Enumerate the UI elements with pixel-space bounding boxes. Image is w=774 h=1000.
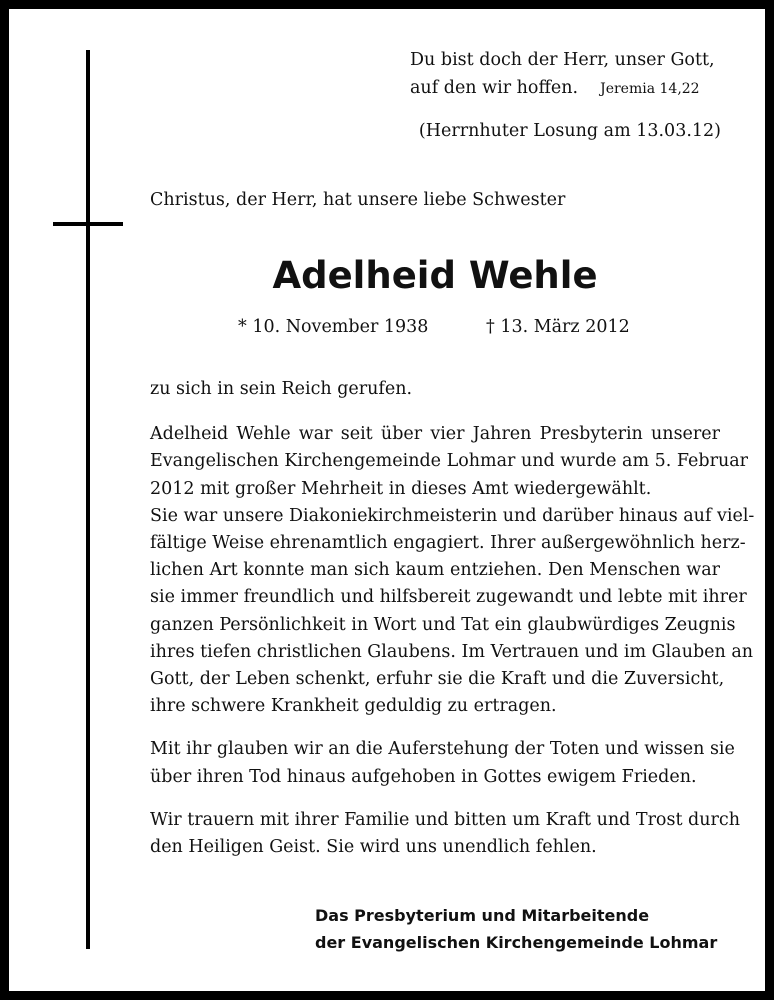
text-line: Gott, der Leben schenkt, erfuhr sie die Kraft und die Zuversicht, xyxy=(150,669,725,690)
bible-verse xyxy=(410,46,720,103)
text-line: fältige Weise ehrenamtlich engagiert. Ihrer außergewöhnlich herz- xyxy=(150,533,746,554)
text-line: sie immer freundlich und hilfsbereit zugewandt und lebte mit ihrer xyxy=(150,587,747,608)
paragraph-mourning xyxy=(150,807,740,861)
intro-text: Christus, der Herr, hat unsere liebe Schwester xyxy=(150,190,566,210)
cross-icon-bar xyxy=(53,222,123,226)
text-line: über ihren Tod hinaus aufgehoben in Gottes ewigem Frieden. xyxy=(150,766,697,787)
text-line: Adelheid Wehle war seit über vier Jahren Presbyterin unserer xyxy=(150,424,720,445)
cross-icon xyxy=(86,50,90,949)
text-line: lichen Art konnte man sich kaum entziehen. Den Menschen war xyxy=(150,560,720,581)
text-line: ganzen Persönlichkeit in Wort und Tat ein glaubwürdiges Zeugnis xyxy=(150,614,736,635)
text-line: 2012 mit großer Mehrheit in dieses Amt wiedergewählt. xyxy=(150,478,652,499)
verse-line-2-text: auf den wir hoffen. xyxy=(410,78,579,98)
verse-line-2 xyxy=(410,74,720,103)
text-line: ihres tiefen christlichen Glaubens. Im Vertrauen und im Glauben an xyxy=(150,641,754,662)
text-line: den Heiligen Geist. Sie wird uns unendlich fehlen. xyxy=(150,837,597,858)
paragraph-tribute xyxy=(150,421,755,720)
text-line: Wir trauern mit ihrer Familie und bitten um Kraft und Trost durch xyxy=(150,809,740,830)
paragraph-resurrection xyxy=(150,736,735,790)
signature-block xyxy=(315,902,717,956)
text-line: ihre schwere Krankheit geduldig zu ertragen. xyxy=(150,696,557,717)
death-date: † 13. März 2012 xyxy=(486,317,630,337)
signature-line-1: Das Presbyterium und Mitarbeitende xyxy=(315,906,650,925)
verse-line-1: Du bist doch der Herr, unser Gott, xyxy=(410,50,715,70)
deceased-name: Adelheid Wehle xyxy=(272,254,598,297)
text-line: Mit ihr glauben wir an die Auferstehung der Toten und wissen sie xyxy=(150,739,735,760)
text-line: Sie war unsere Diakoniekirchmeisterin und darüber hinaus auf viel- xyxy=(150,505,755,526)
verse-reference: Jeremia 14,22 xyxy=(600,81,700,97)
obituary-body xyxy=(150,376,755,871)
signature-line-2: der Evangelischen Kirchengemeinde Lohmar xyxy=(315,933,718,952)
birth-date: * 10. November 1938 xyxy=(238,317,429,337)
losung-note: (Herrnhuter Losung am 13.03.12) xyxy=(418,121,721,141)
text-line: Evangelischen Kirchengemeinde Lohmar und wurde am 5. Februar xyxy=(150,451,749,472)
paragraph-called-home: zu sich in sein Reich gerufen. xyxy=(150,379,413,399)
